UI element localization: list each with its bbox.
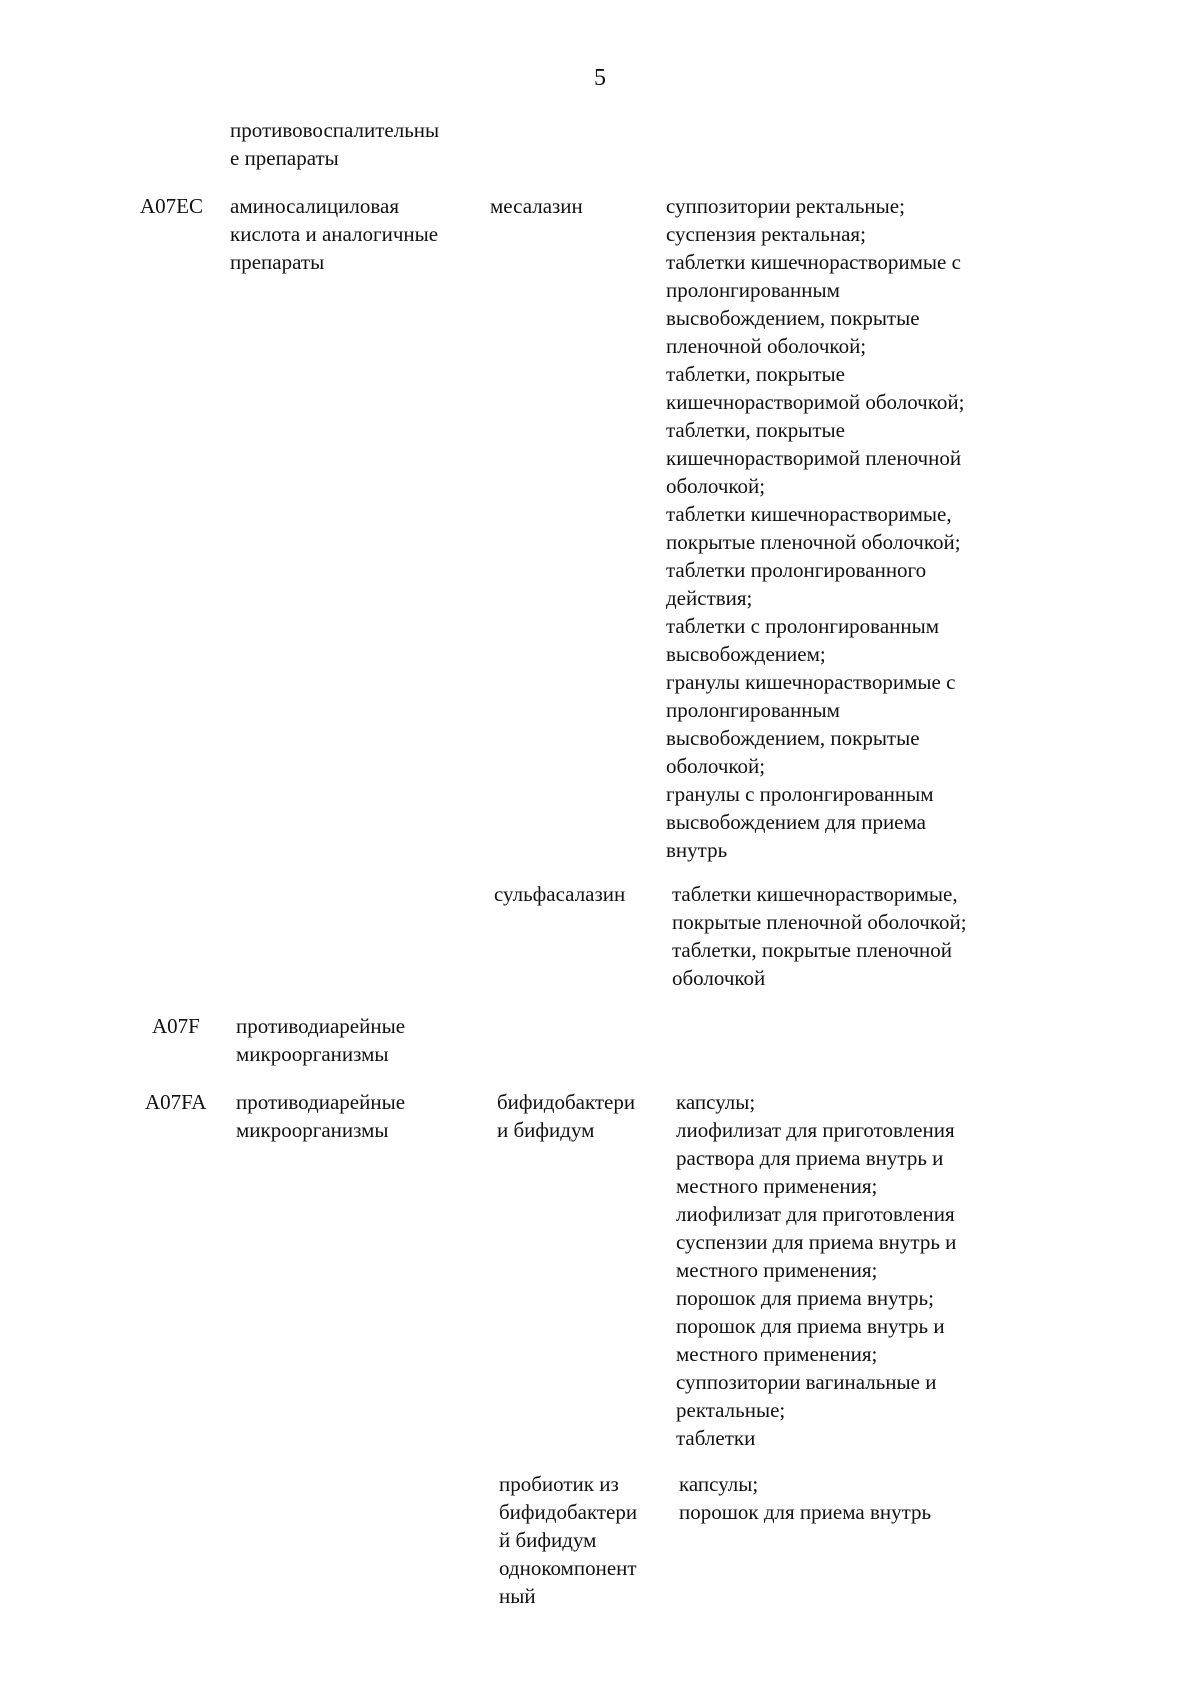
dosage-form: местного применения;: [676, 1342, 878, 1366]
dosage-form: высвобождением, покрытые: [666, 306, 920, 330]
dosage-form: суспензия ректальная;: [666, 222, 866, 246]
dosage-form: таблетки с пролонгированным: [666, 614, 940, 638]
dosage-forms-bifidobacteria: [676, 1088, 956, 1452]
dosage-form: лиофилизат для приготовления: [676, 1202, 955, 1226]
dosage-form: гранулы с пролонгированным: [666, 782, 934, 806]
dosage-form: таблетки: [676, 1426, 756, 1450]
dosage-form: суппозитории ректальные;: [666, 194, 905, 218]
dosage-form: покрытые пленочной оболочкой;: [666, 530, 961, 554]
dosage-form: порошок для приема внутрь и: [676, 1314, 945, 1338]
dosage-form: пролонгированным: [666, 278, 840, 302]
dosage-form: высвобождением;: [666, 642, 826, 666]
group-name-a07fa: [236, 1088, 405, 1144]
atc-code-a07fa: A07FA: [145, 1090, 207, 1114]
dosage-form: пленочной оболочкой;: [666, 334, 867, 358]
substance-probiotic: пробиотик из бифидобактери й бифидум однокомпонент ный: [499, 1472, 638, 1608]
substance-sulfasalazine: сульфасалазин: [494, 882, 626, 906]
dosage-form: суспензии для приема внутрь и: [676, 1230, 957, 1254]
group-line: микроорганизмы: [236, 1042, 389, 1066]
group-line: аминосалициловая: [230, 194, 399, 218]
atc-code-a07ec: A07EC: [140, 194, 203, 218]
dosage-form: ректальные;: [676, 1398, 786, 1422]
group-name-a07ec: [230, 192, 438, 276]
dosage-form: оболочкой: [672, 966, 766, 990]
dosage-form: порошок для приема внутрь: [679, 1500, 932, 1524]
dosage-form: таблетки кишечнорастворимые,: [666, 502, 952, 526]
dosage-form: капсулы;: [676, 1090, 756, 1114]
dosage-form: таблетки кишечнорастворимые с: [666, 250, 961, 274]
dosage-form: таблетки пролонгированного: [666, 558, 927, 582]
group-line: противодиарейные: [236, 1090, 406, 1114]
substance-bifidobacteria: бифидобактери и бифидум: [497, 1090, 636, 1142]
group-name-a07f: [236, 1012, 405, 1068]
atc-code-a07f: A07F: [152, 1014, 200, 1038]
dosage-form: оболочкой;: [666, 754, 766, 778]
dosage-form: кишечнорастворимой оболочкой;: [666, 390, 965, 414]
dosage-form: высвобождением для приема: [666, 810, 926, 834]
group-line: кислота и аналогичные: [230, 222, 439, 246]
group-line: микроорганизмы: [236, 1118, 389, 1142]
dosage-form: пролонгированным: [666, 698, 840, 722]
dosage-form: кишечнорастворимой пленочной: [666, 446, 962, 470]
dosage-form: таблетки, покрытые: [666, 418, 845, 442]
page-number: 5: [594, 65, 606, 91]
dosage-form: действия;: [666, 586, 753, 610]
dosage-forms-sulfasalazine: [672, 880, 967, 992]
group-line: е препараты: [230, 146, 339, 170]
dosage-form: внутрь: [666, 838, 728, 862]
group-name-cont: [230, 116, 439, 172]
dosage-form: таблетки, покрытые пленочной: [672, 938, 953, 962]
group-line: препараты: [230, 250, 325, 274]
dosage-form: таблетки кишечнорастворимые,: [672, 882, 958, 906]
dosage-form: капсулы;: [679, 1472, 759, 1496]
group-line: противодиарейные: [236, 1014, 406, 1038]
dosage-form: высвобождением, покрытые: [666, 726, 920, 750]
substance-mesalazine: месалазин: [490, 194, 583, 218]
dosage-form: местного применения;: [676, 1174, 878, 1198]
dosage-form: покрытые пленочной оболочкой;: [672, 910, 967, 934]
dosage-form: лиофилизат для приготовления: [676, 1118, 955, 1142]
dosage-form: раствора для приема внутрь и: [676, 1146, 944, 1170]
dosage-form: оболочкой;: [666, 474, 766, 498]
dosage-forms-mesalazine: [666, 192, 964, 864]
dosage-forms-probiotic: [679, 1470, 931, 1526]
dosage-form: суппозитории вагинальные и: [676, 1370, 937, 1394]
group-line: противовоспалительны: [230, 118, 440, 142]
dosage-form: гранулы кишечнорастворимые с: [666, 670, 956, 694]
dosage-form: таблетки, покрытые: [666, 362, 845, 386]
dosage-form: порошок для приема внутрь;: [676, 1286, 934, 1310]
dosage-form: местного применения;: [676, 1258, 878, 1282]
